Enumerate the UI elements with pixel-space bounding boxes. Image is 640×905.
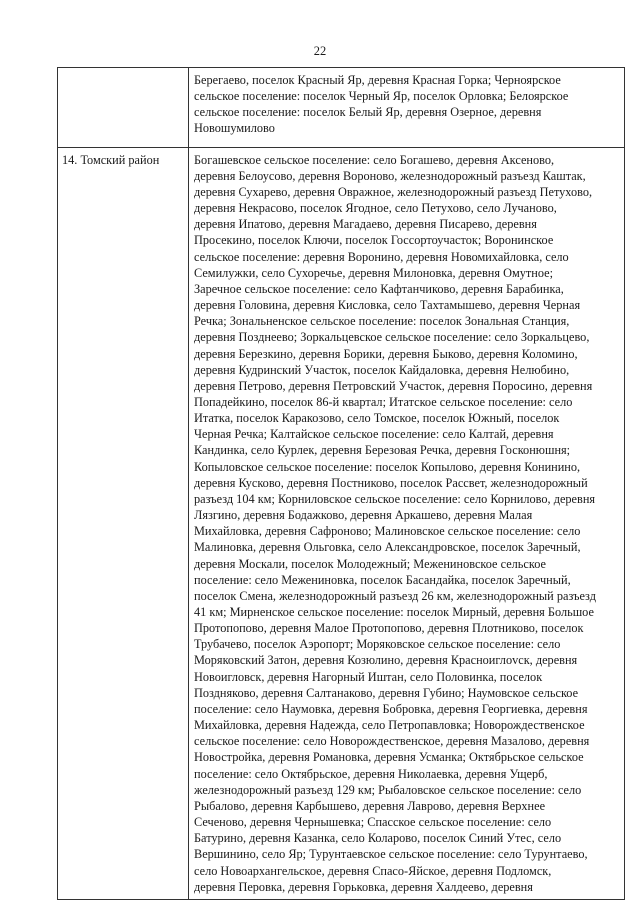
text-line: деревня Перовка, деревня Горьковка, деревня Халдеево, деревня: [194, 879, 533, 894]
text-line: деревня Кусково, деревня Постниково, поселок Рассвет, железнодорожный: [194, 475, 588, 490]
text-line: Итатка, поселок Каракозово, село Томское, поселок Южный, поселок: [194, 411, 560, 426]
text-line: Попадейкино, поселок 86-й квартал; Итатское сельское поселение: село: [194, 394, 573, 409]
text-line: деревня Кудринский Участок, поселок Кайдаловка, деревня Нелюбино,: [194, 362, 570, 377]
table-row: [58, 68, 625, 148]
text-line: поселение: село Октябрьское, деревня Николаевка, деревня Ущерб,: [194, 766, 548, 781]
text-line: Новоигловск, деревня Нагорный Иштан, село Половинка, поселок: [194, 669, 543, 684]
text-line: Черная Речка; Калтайское сельское поселение: село Калтай, деревня: [194, 427, 554, 442]
text-line: разъезд 104 км; Корниловское сельское поселение: село Корнилово, деревня: [194, 491, 596, 506]
text-line: деревня Белоусово, деревня Вороново, железнодорожный разъезд Каштак,: [194, 168, 586, 183]
text-line: деревня Сухарево, деревня Овражное, железнодорожный разъезд Петухово,: [194, 184, 593, 199]
text-line: Кандинка, село Курлек, деревня Березовая Речка, деревня Госконюшня;: [194, 443, 571, 458]
text-line: Семилужки, село Сухоречье, деревня Милоновка, деревня Омутное;: [194, 265, 554, 280]
district-cell: [58, 68, 189, 148]
text-line: деревня Некрасово, поселок Ягодное, село Петухово, село Лучаново,: [194, 201, 557, 216]
text-line: Речка; Зональненское сельское поселение: поселок Зональная Станция,: [194, 314, 570, 329]
text-line: Вершинино, село Яр; Турунтаевское сельское поселение: село Турунтаево,: [194, 847, 588, 862]
text-line: Просекино, поселок Ключи, поселок Госсортоучасток; Воронинское: [194, 233, 554, 248]
text-line: сельское поселение: деревня Воронино, деревня Новомихайловка, село: [194, 249, 569, 264]
text-line: деревня Ипатово, деревня Магадаево, деревня Писарево, деревня: [194, 217, 537, 232]
text-line: поселение: село Межениновка, поселок Басандайка, поселок Заречный,: [194, 572, 571, 587]
text-line: Сеченово, деревня Чернышевка; Спасское сельское поселение: село: [194, 815, 552, 830]
table-row: [58, 147, 625, 899]
text-line: 41 км; Мирненское сельское поселение: поселок Мирный, деревня Большое: [194, 605, 594, 619]
text-line: железнодорожный разъезд 129 км; Рыбаловское сельское поселение: село: [194, 782, 582, 797]
text-line: Протопопово, деревня Малое Протопопово, деревня Плотниково, поселок: [194, 621, 584, 636]
text-line: Копыловское сельское поселение: поселок Копылово, деревня Конинино,: [194, 459, 581, 474]
text-line: деревня Березкино, деревня Борики, деревня Быково, деревня Коломино,: [194, 346, 578, 361]
text-line: поселение: село Наумовка, деревня Бобровка, деревня Георгиевка, деревня: [194, 701, 588, 716]
text-line: деревня Петрово, деревня Петровский Участок, деревня Поросино, деревня: [194, 378, 593, 393]
text-line: сельское поселение: село Новорождественское, деревня Мазалово, деревня: [194, 734, 590, 749]
text-line: село Новоархангельское, деревня Спасо-Яйское, деревня Подломск,: [194, 863, 552, 878]
page-number: 22: [313, 44, 327, 58]
text-line: Заречное сельское поселение: село Кафтанчиково, деревня Барабинка,: [194, 281, 564, 296]
district-cell: 14. Томский район: [58, 147, 189, 899]
text-line: Рыбалово, деревня Карбышево, деревня Лаврово, деревня Верхнее: [194, 798, 546, 813]
text-line: Лязгино, деревня Бодажково, деревня Аркашево, деревня Малая: [194, 508, 533, 523]
text-line: Малиновка, деревня Ольговка, село Александровское, поселок Заречный,: [194, 540, 581, 555]
text-line: сельское поселение: поселок Черный Яр, поселок Орловка; Белоярское: [194, 89, 569, 104]
text-line: Моряковский Затон, деревня Козюлино, деревня Красноиглovск, деревня: [194, 653, 578, 668]
text-line: Новостройка, деревня Романовка, деревня Усманка; Октябрьское сельское: [194, 750, 584, 765]
text-line: Поздняково, деревня Салтанаково, деревня Губино; Наумовское сельское: [194, 685, 579, 700]
text-line: деревня Позднеево; Зоркальцевское сельское поселение: село Зоркальцево,: [194, 330, 590, 345]
text-line: сельское поселение: поселок Белый Яр, деревня Озерное, деревня: [194, 105, 542, 120]
text-line: Михайловка, деревня Сафроново; Малиновское сельское поселение: село: [194, 524, 581, 539]
text-line: деревня Москали, поселок Молодежный; Межениновское сельское: [194, 556, 546, 571]
text-line: поселок Смена, железнодорожный разъезд 26 км, железнодорожный разъезд: [194, 588, 596, 603]
text-line: Трубачево, поселок Аэропорт; Моряковское сельское поселение: село: [194, 637, 561, 652]
settlements-cell: [189, 68, 625, 148]
text-line: Берегаево, поселок Красный Яр, деревня Красная Горка; Черноярское: [194, 73, 561, 87]
text-line: Михайловка, деревня Надежда, село Петропавловка; Новорождественское: [194, 718, 585, 733]
text-line: деревня Головина, деревня Кисловка, село Тахтамышево, деревня Черная: [194, 298, 581, 313]
text-line: Батурино, деревня Казанка, село Коларово, поселок Синий Утес, село: [194, 831, 562, 846]
text-line: Богашевское сельское поселение: село Богашево, деревня Аксеново,: [194, 152, 555, 167]
settlements-table: [57, 67, 625, 900]
text-line: Новошумилово: [194, 121, 275, 136]
settlements-cell: [189, 147, 625, 899]
